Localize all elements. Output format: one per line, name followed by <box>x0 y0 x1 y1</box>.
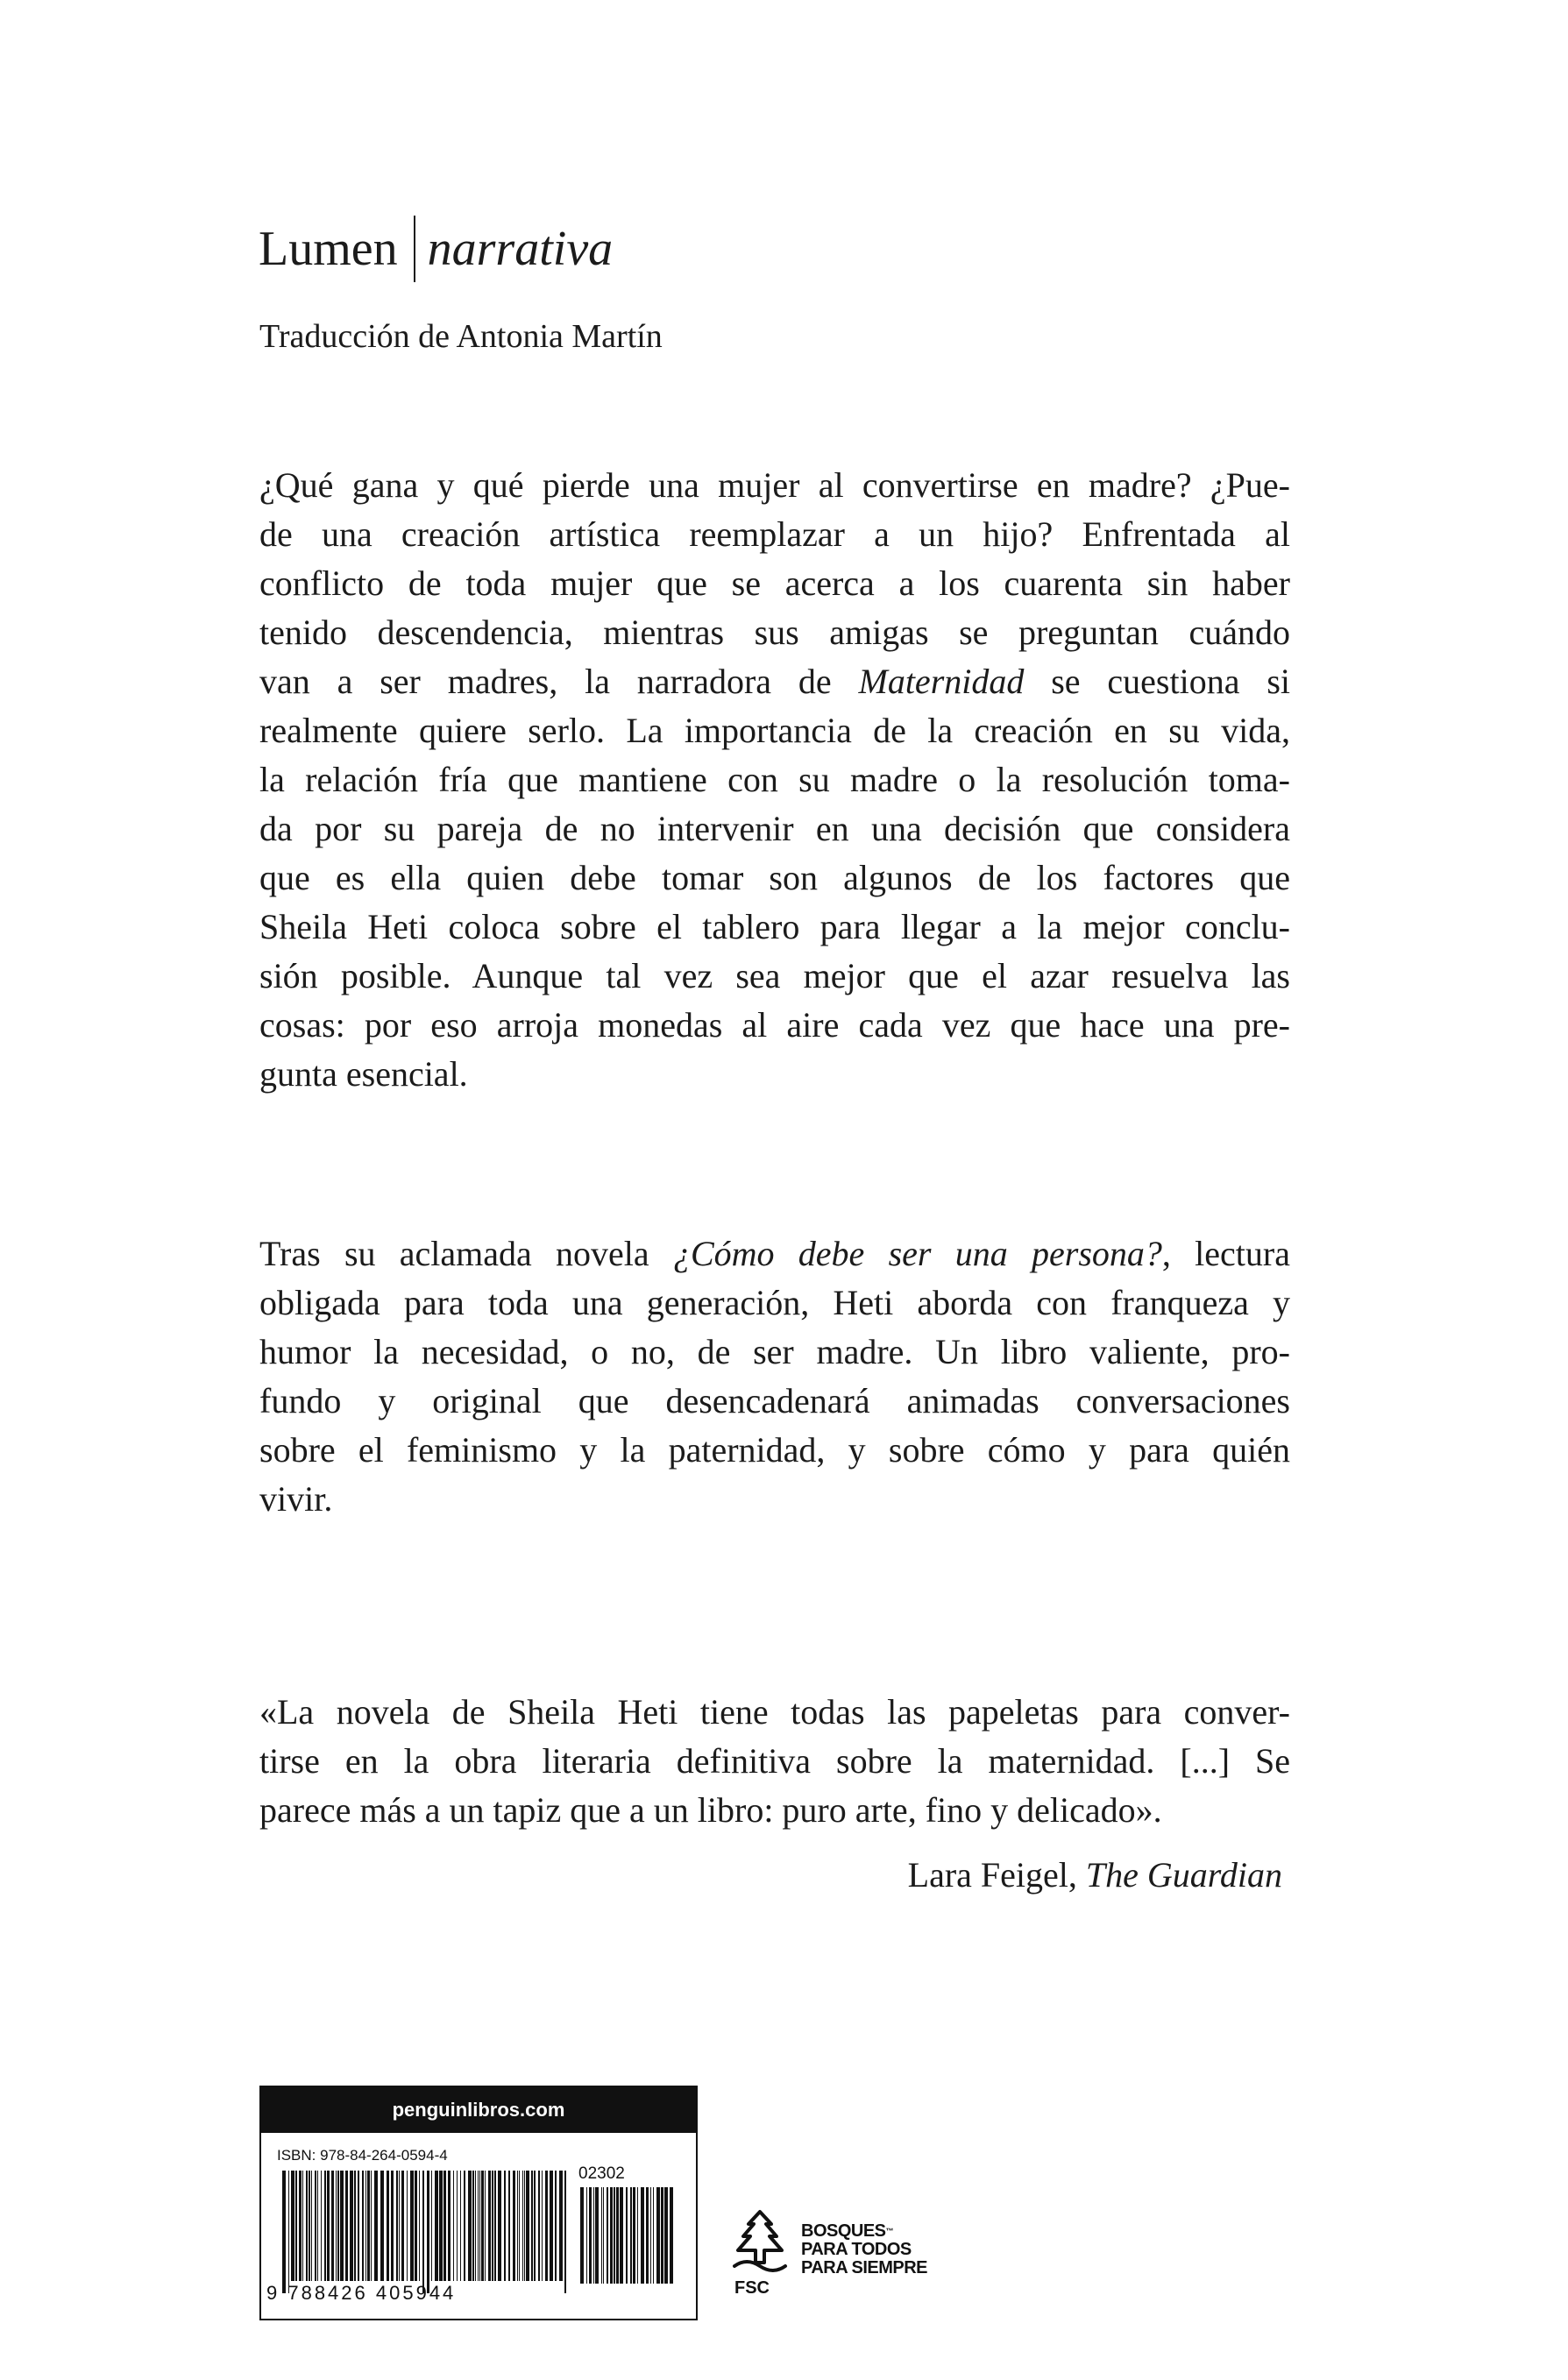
barcode-bar <box>431 2171 432 2281</box>
barcode-bar <box>550 2171 553 2281</box>
text-line: humor la necesidad, o no, de ser madre. Un libro valiente, pro- <box>259 1332 1290 1371</box>
barcode-bar <box>354 2171 356 2281</box>
website-banner: penguinlibros.com <box>261 2087 696 2133</box>
barcode-bar <box>646 2187 649 2284</box>
barcode-bar <box>475 2171 476 2281</box>
barcode-bar <box>321 2171 322 2281</box>
fsc-tree-icon <box>729 2208 791 2277</box>
blurb-paragraph-2 <box>259 1229 1290 1524</box>
barcode-bar <box>620 2187 623 2284</box>
barcode-bar <box>468 2171 472 2281</box>
series-name: narrativa <box>427 222 614 276</box>
barcode-bar <box>362 2171 364 2281</box>
barcode-box <box>259 2086 698 2320</box>
imprint-separator <box>414 216 415 282</box>
barcode-bar <box>410 2171 414 2281</box>
barcode-bar <box>457 2171 458 2281</box>
barcode-bar <box>327 2171 330 2281</box>
barcode-bar <box>534 2171 536 2281</box>
text-line: de una creación artística reemplazar a un hijo? Enfrentada al <box>259 514 1290 554</box>
fsc-slogan-line-2: PARA TODOS <box>801 2240 912 2259</box>
barcode-bar <box>614 2187 615 2284</box>
barcode-bar <box>479 2171 480 2281</box>
barcode-bar <box>478 2171 479 2281</box>
imprint <box>259 215 613 283</box>
barcode-bar <box>443 2171 446 2281</box>
barcode-bar <box>542 2171 543 2281</box>
barcode-bar <box>453 2171 454 2281</box>
text-line: parece más a un tapiz que a un libro: puro arte, fino y delicado». <box>259 1790 1162 1830</box>
barcode-bar <box>365 2171 366 2281</box>
barcode-bar <box>580 2187 584 2284</box>
ean-barcode <box>280 2171 570 2300</box>
barcode-bar <box>626 2187 628 2284</box>
barcode-bar <box>664 2187 668 2284</box>
barcode-bar <box>481 2171 484 2281</box>
barcode-bar <box>610 2187 613 2284</box>
barcode-digits: 9 788426 405944 <box>266 2282 457 2304</box>
text-line: vivir. <box>259 1479 333 1519</box>
barcode-bar <box>472 2171 474 2281</box>
quote-attribution <box>908 1851 1282 1900</box>
text-line: la relación fría que mantiene con su madre o la resolución toma- <box>259 760 1290 799</box>
barcode-bar <box>371 2171 372 2281</box>
barcode-bar <box>494 2171 496 2281</box>
barcode-bar <box>324 2171 326 2281</box>
barcode-bar <box>492 2171 493 2281</box>
barcode-bar <box>374 2171 378 2281</box>
barcode-bar <box>407 2171 408 2281</box>
barcode-bar <box>315 2171 316 2281</box>
barcode-bar <box>345 2171 348 2281</box>
barcode-bar <box>633 2187 635 2284</box>
fsc-slogan-line-1: BOSQUES™ <box>801 2221 894 2241</box>
fsc-slogan <box>801 2222 927 2277</box>
barcode-bar <box>653 2187 654 2284</box>
fsc-slogan-line-3: PARA SIEMPRE <box>801 2258 928 2277</box>
barcode-bar <box>311 2171 312 2281</box>
barcode-bar <box>531 2171 533 2281</box>
barcode-bar <box>559 2171 563 2281</box>
translator-credit: Traducción de Antonia Martín <box>259 318 663 355</box>
barcode-bar <box>422 2171 424 2293</box>
text-line: realmente quiere serlo. La importancia de la creación en su vida, <box>259 711 1290 750</box>
barcode-bar <box>336 2171 337 2281</box>
barcode-bar <box>504 2171 506 2281</box>
barcode-bar <box>555 2171 557 2281</box>
text-line: «La novela de Sheila Heti tiene todas las papeletas para conver- <box>259 1692 1290 1732</box>
text-line: cosas: por eso arroja monedas al aire cada vez que hace una pre- <box>259 1005 1290 1045</box>
barcode-bar <box>661 2187 663 2284</box>
barcode-bar <box>306 2171 308 2281</box>
text-line: Tras su aclamada novela ¿Cómo debe ser una persona?, lectura <box>259 1234 1290 1273</box>
barcode-bar <box>545 2171 548 2281</box>
barcode-bar <box>564 2171 566 2293</box>
barcode-bar <box>524 2171 525 2281</box>
barcode-bar <box>399 2171 400 2281</box>
barcode-bar <box>650 2187 651 2284</box>
barcode-bar <box>488 2171 491 2281</box>
barcode-bar <box>350 2171 353 2281</box>
text-line: ¿Qué gana y qué pierde una mujer al convertirse en madre? ¿Pue- <box>259 465 1290 505</box>
text-line: gunta esencial. <box>259 1054 468 1094</box>
barcode-bar <box>435 2171 438 2281</box>
barcode-bar <box>309 2171 310 2281</box>
barcode-bar <box>519 2171 520 2281</box>
barcode-bar <box>380 2171 384 2281</box>
barcode-bar <box>616 2187 619 2284</box>
barcode-bar <box>641 2187 644 2284</box>
isbn-label: ISBN: 978-84-264-0594-4 <box>277 2147 448 2164</box>
barcode-bar <box>485 2171 486 2281</box>
barcode-bar <box>299 2171 302 2281</box>
barcode-bar <box>302 2171 303 2281</box>
barcode-bar <box>419 2171 420 2281</box>
price-code: 02302 <box>578 2164 625 2183</box>
barcode-bar <box>522 2171 523 2281</box>
barcode-bar <box>538 2171 540 2281</box>
barcode-bar <box>391 2171 394 2281</box>
text-line: conflicto de toda mujer que se acerca a los cuarenta sin haber <box>259 563 1290 603</box>
barcode-bar <box>337 2171 339 2281</box>
barcode-bar <box>601 2187 602 2284</box>
barcode-bar <box>331 2171 334 2281</box>
barcode-bar <box>630 2187 632 2284</box>
barcode-bar <box>340 2171 344 2281</box>
text-line: tirse en la obra literaria definitiva sobre la maternidad. [...] Se <box>259 1741 1290 1781</box>
barcode-bar <box>317 2171 318 2281</box>
barcode-bar <box>439 2171 443 2281</box>
barcode-bar <box>517 2171 518 2281</box>
text-line: que es ella quien debe tomar son algunos de los factores que <box>259 858 1290 897</box>
publisher-name: Lumen <box>259 222 398 276</box>
barcode-bar <box>508 2171 510 2281</box>
barcode-bar <box>607 2187 608 2284</box>
barcode-bar <box>291 2171 294 2281</box>
text-line: van a ser madres, la narradora de Maternidad se cuestiona si <box>259 662 1290 701</box>
barcode-bar <box>396 2171 398 2281</box>
barcode-bar <box>595 2187 599 2284</box>
text-line: fundo y original que desencadenará animadas conversaciones <box>259 1381 1290 1420</box>
barcode-bar <box>603 2187 604 2284</box>
text-line: Sheila Heti coloca sobre el tablero para llegar a la mejor conclu- <box>259 907 1290 946</box>
fsc-logo <box>729 2208 957 2313</box>
text-line: obligada para toda una generación, Heti aborda con franqueza y <box>259 1283 1290 1322</box>
barcode-bar <box>288 2171 289 2293</box>
text-line: da por su pareja de no intervenir en una decisión que considera <box>259 809 1290 848</box>
barcode-bar <box>448 2171 451 2281</box>
barcode-bar <box>367 2171 370 2281</box>
barcode-bar <box>464 2171 465 2281</box>
barcode-bar <box>358 2171 359 2281</box>
barcode-bar <box>513 2171 515 2281</box>
barcode-bar <box>670 2187 673 2284</box>
barcode-bar <box>387 2171 389 2281</box>
barcode-bar <box>295 2171 297 2281</box>
barcode-bar <box>401 2171 404 2281</box>
fsc-abbreviation: FSC <box>734 2278 770 2298</box>
barcode-bar <box>589 2187 592 2284</box>
quote-source: The Guardian <box>1085 1855 1282 1895</box>
text-line: tenido descendencia, mientras sus amigas se preguntan cuándo <box>259 613 1290 652</box>
text-line: sión posible. Aunque tal vez sea mejor que el azar resuelva las <box>259 956 1290 995</box>
barcode-bar <box>656 2187 660 2284</box>
barcode-bar <box>526 2171 529 2281</box>
barcode-bar <box>586 2187 587 2284</box>
barcode-bar <box>460 2171 461 2281</box>
barcode-bar <box>427 2171 429 2293</box>
quote-author: Lara Feigel, <box>907 1855 1086 1895</box>
text-line: sobre el feminismo y la paternidad, y sobre cómo y para quién <box>259 1430 1290 1470</box>
barcode-bar <box>593 2187 594 2284</box>
barcode-bar <box>637 2187 638 2284</box>
addon-barcode <box>578 2187 675 2284</box>
barcode-bar <box>498 2171 501 2281</box>
barcode-bar <box>415 2171 417 2281</box>
barcode-bar <box>282 2171 286 2293</box>
blurb-paragraph-1 <box>259 461 1290 1099</box>
trademark-mark: ™ <box>885 2227 894 2235</box>
review-quote <box>259 1688 1290 1835</box>
